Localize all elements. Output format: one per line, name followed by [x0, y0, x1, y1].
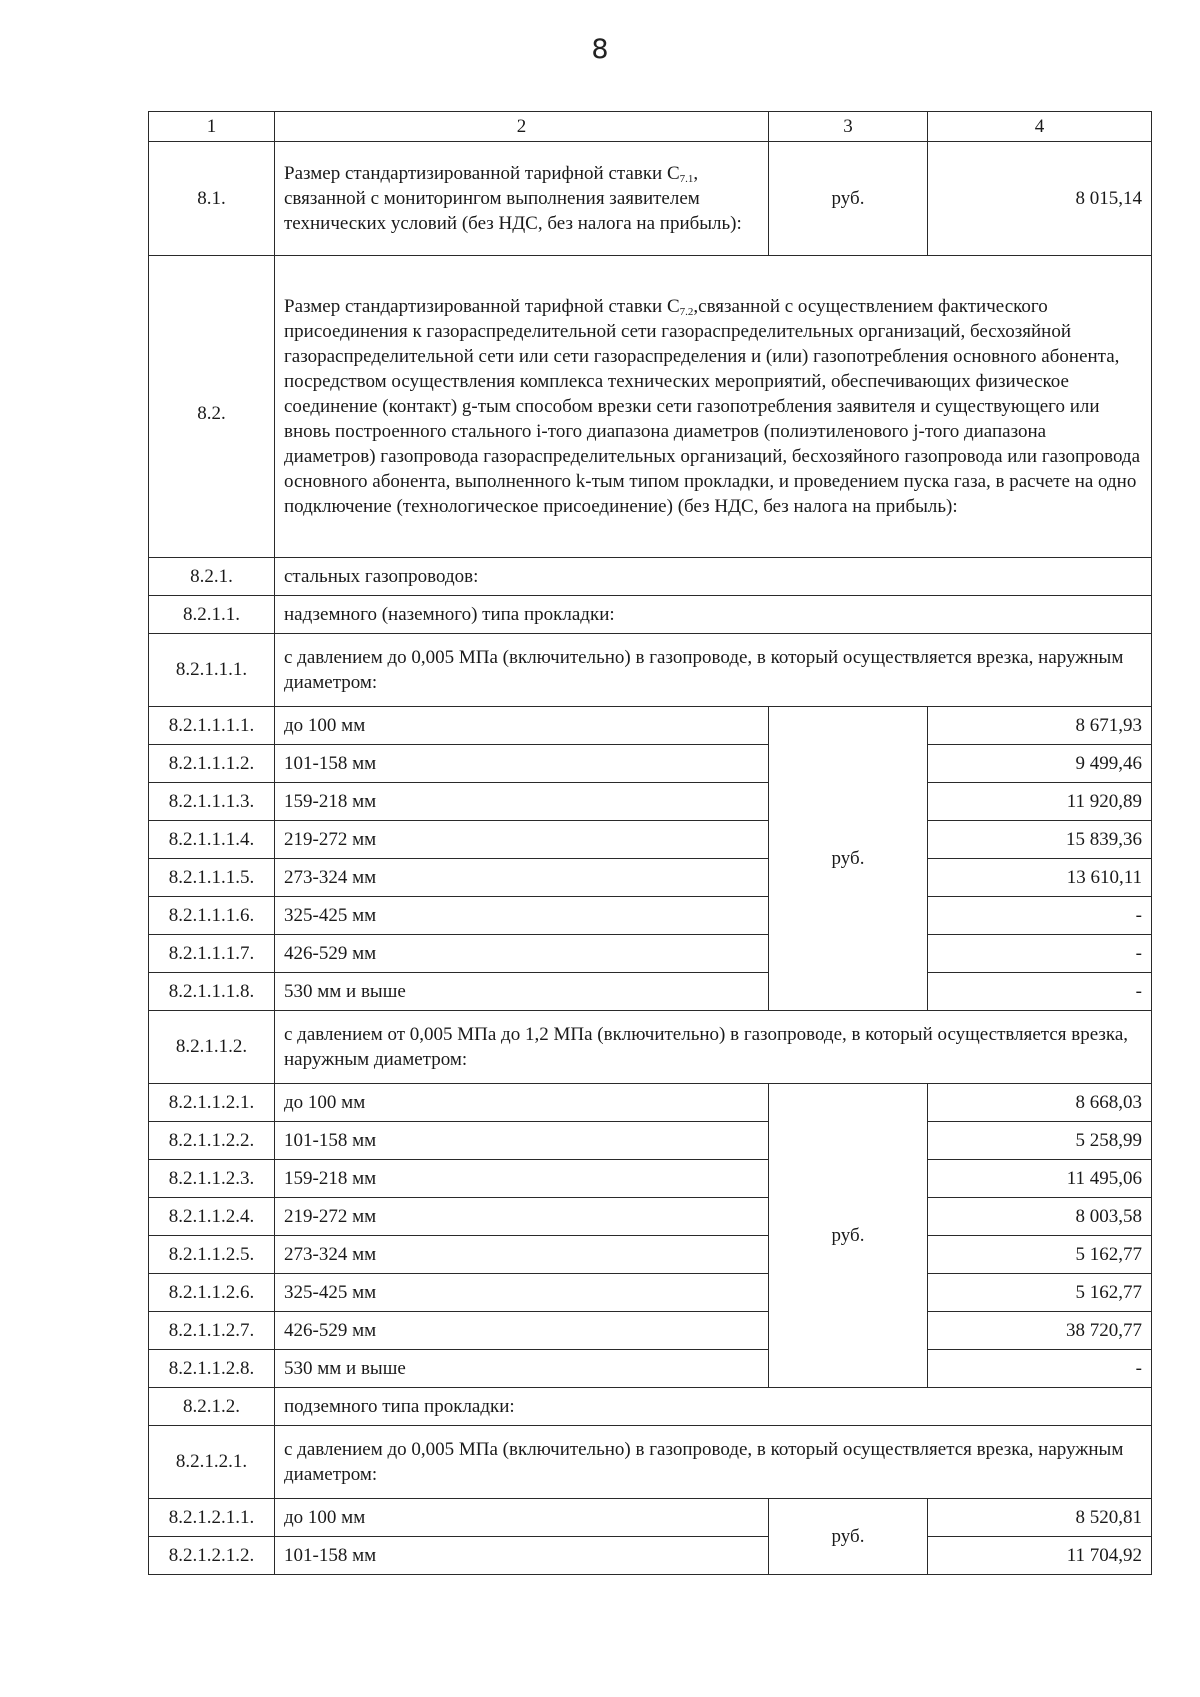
item-code: 8.2.1.1.1.3. [149, 783, 275, 821]
item-code: 8.2.1.1.1.5. [149, 859, 275, 897]
unit-cell: руб. [769, 142, 928, 256]
item-code: 8.2.1.2.1.2. [149, 1537, 275, 1575]
value-cell: - [928, 973, 1152, 1011]
tariff-table [148, 111, 1152, 1575]
table-row [149, 1236, 1152, 1274]
item-code: 8.2.1.1.2.5. [149, 1236, 275, 1274]
item-code: 8.2.1.1.1.8. [149, 973, 275, 1011]
item-code: 8.2.1.1.2.1. [149, 1084, 275, 1122]
table-row [149, 1198, 1152, 1236]
value-cell: 11 495,06 [928, 1160, 1152, 1198]
table-row [149, 745, 1152, 783]
subscript: 7.2 [679, 305, 694, 318]
diameter-range: 325-425 мм [275, 1274, 769, 1312]
diameter-range: до 100 мм [275, 1499, 769, 1537]
item-code: 8.2.1.2.1.1. [149, 1499, 275, 1537]
value-cell: 8 520,81 [928, 1499, 1152, 1537]
table-row [149, 1388, 1152, 1426]
table-row [149, 897, 1152, 935]
item-code: 8.2.1.1.1.2. [149, 745, 275, 783]
diameter-range: 530 мм и выше [275, 973, 769, 1011]
value-cell: 11 920,89 [928, 783, 1152, 821]
item-code: 8.2. [149, 256, 275, 558]
item-description: надземного (наземного) типа прокладки: [275, 596, 1152, 634]
item-code: 8.2.1.1.1.4. [149, 821, 275, 859]
table-row [149, 859, 1152, 897]
item-code: 8.2.1.1.2.3. [149, 1160, 275, 1198]
diameter-range: 273-324 мм [275, 859, 769, 897]
value-cell: 38 720,77 [928, 1312, 1152, 1350]
subscript: 7.1 [679, 172, 694, 185]
unit-cell: руб. [769, 1499, 928, 1575]
item-description: с давлением до 0,005 МПа (включительно) в газопроводе, в который осуществляется врезка, наружным диаметром: [275, 634, 1152, 707]
item-code: 8.2.1.1.2. [149, 1011, 275, 1084]
value-cell: 8 015,14 [928, 142, 1152, 256]
diameter-range: 426-529 мм [275, 935, 769, 973]
item-description: Размер стандартизированной тарифной ставки $С_{7.1}$, связанной с мониторингом выполнения заявителем технических условий (без НДС, без налога на прибыль): [275, 142, 769, 256]
table-row [149, 634, 1152, 707]
diameter-range: 530 мм и выше [275, 1350, 769, 1388]
table-row [149, 1350, 1152, 1388]
column-header: 4 [928, 112, 1152, 142]
value-cell: 9 499,46 [928, 745, 1152, 783]
value-cell: 8 668,03 [928, 1084, 1152, 1122]
table-row [149, 1084, 1152, 1122]
item-description: стальных газопроводов: [275, 558, 1152, 596]
table-row [149, 935, 1152, 973]
table-header-row [149, 112, 1152, 142]
value-cell: 13 610,11 [928, 859, 1152, 897]
item-code: 8.2.1.1.2.2. [149, 1122, 275, 1160]
item-code: 8.1. [149, 142, 275, 256]
table-row [149, 1499, 1152, 1537]
table-row [149, 821, 1152, 859]
diameter-range: до 100 мм [275, 1084, 769, 1122]
diameter-range: 101-158 мм [275, 745, 769, 783]
item-description: Размер стандартизированной тарифной ставки $С_{7.2},связанной$ с осуществлением фактического присоединения к газораспределительной сети газораспределительных организаций, бесхозяйной газораспределительной сети или сети газораспределения и (или) газопотребления основного абонента, посредством осуществления комплекса технических мероприятий, обеспечивающих физическое соединение (контакт) g-тым способом врезки сети газопотребления заявителя и существующего или вновь построенного стального i-того диапазона диаметров (полиэтиленового j-того диапазона диаметров) газопровода газораспределительных организаций, бесхозяйного газопровода или газопровода основного абонента, выполненного k-тым типом прокладки, и проведением пуска газа, в расчете на одно подключение (технологическое присоединение) (без НДС, без налога на прибыль): [275, 256, 1152, 558]
column-header: 2 [275, 112, 769, 142]
value-cell: 5 162,77 [928, 1236, 1152, 1274]
table-row [149, 1274, 1152, 1312]
value-cell: - [928, 935, 1152, 973]
table-row [149, 1160, 1152, 1198]
diameter-range: 159-218 мм [275, 783, 769, 821]
table-row [149, 1011, 1152, 1084]
item-code: 8.2.1.1.1. [149, 634, 275, 707]
table-row [149, 1122, 1152, 1160]
column-header: 1 [149, 112, 275, 142]
diameter-range: 101-158 мм [275, 1122, 769, 1160]
item-code: 8.2.1.1. [149, 596, 275, 634]
table-row [149, 783, 1152, 821]
value-cell: 5 258,99 [928, 1122, 1152, 1160]
diameter-range: до 100 мм [275, 707, 769, 745]
item-code: 8.2.1.1.1.6. [149, 897, 275, 935]
table-row [149, 256, 1152, 558]
table-row [149, 596, 1152, 634]
diameter-range: 159-218 мм [275, 1160, 769, 1198]
item-description: подземного типа прокладки: [275, 1388, 1152, 1426]
item-code: 8.2.1.1.1.1. [149, 707, 275, 745]
value-cell: 8 003,58 [928, 1198, 1152, 1236]
page-number: 8 [591, 34, 609, 65]
item-code: 8.2.1.1.1.7. [149, 935, 275, 973]
diameter-range: 273-324 мм [275, 1236, 769, 1274]
unit-cell: руб. [769, 1084, 928, 1388]
item-code: 8.2.1.1.2.7. [149, 1312, 275, 1350]
value-cell: - [928, 897, 1152, 935]
value-cell: 11 704,92 [928, 1537, 1152, 1575]
item-code: 8.2.1.2.1. [149, 1426, 275, 1499]
diameter-range: 426-529 мм [275, 1312, 769, 1350]
column-header: 3 [769, 112, 928, 142]
diameter-range: 101-158 мм [275, 1537, 769, 1575]
table-row [149, 707, 1152, 745]
item-code: 8.2.1.1.2.8. [149, 1350, 275, 1388]
value-cell: 8 671,93 [928, 707, 1152, 745]
table-row [149, 1537, 1152, 1575]
value-cell: - [928, 1350, 1152, 1388]
diameter-range: 219-272 мм [275, 821, 769, 859]
item-code: 8.2.1.2. [149, 1388, 275, 1426]
table-row [149, 142, 1152, 256]
diameter-range: 325-425 мм [275, 897, 769, 935]
table-row [149, 973, 1152, 1011]
diameter-range: 219-272 мм [275, 1198, 769, 1236]
item-description: с давлением до 0,005 МПа (включительно) в газопроводе, в который осуществляется врезка, наружным диаметром: [275, 1426, 1152, 1499]
table-row [149, 1426, 1152, 1499]
unit-cell: руб. [769, 707, 928, 1011]
item-code: 8.2.1.1.2.6. [149, 1274, 275, 1312]
value-cell: 15 839,36 [928, 821, 1152, 859]
item-code: 8.2.1. [149, 558, 275, 596]
value-cell: 5 162,77 [928, 1274, 1152, 1312]
item-code: 8.2.1.1.2.4. [149, 1198, 275, 1236]
table-row [149, 558, 1152, 596]
table-row [149, 1312, 1152, 1350]
item-description: с давлением от 0,005 МПа до 1,2 МПа (включительно) в газопроводе, в который осуществляется врезка, наружным диаметром: [275, 1011, 1152, 1084]
